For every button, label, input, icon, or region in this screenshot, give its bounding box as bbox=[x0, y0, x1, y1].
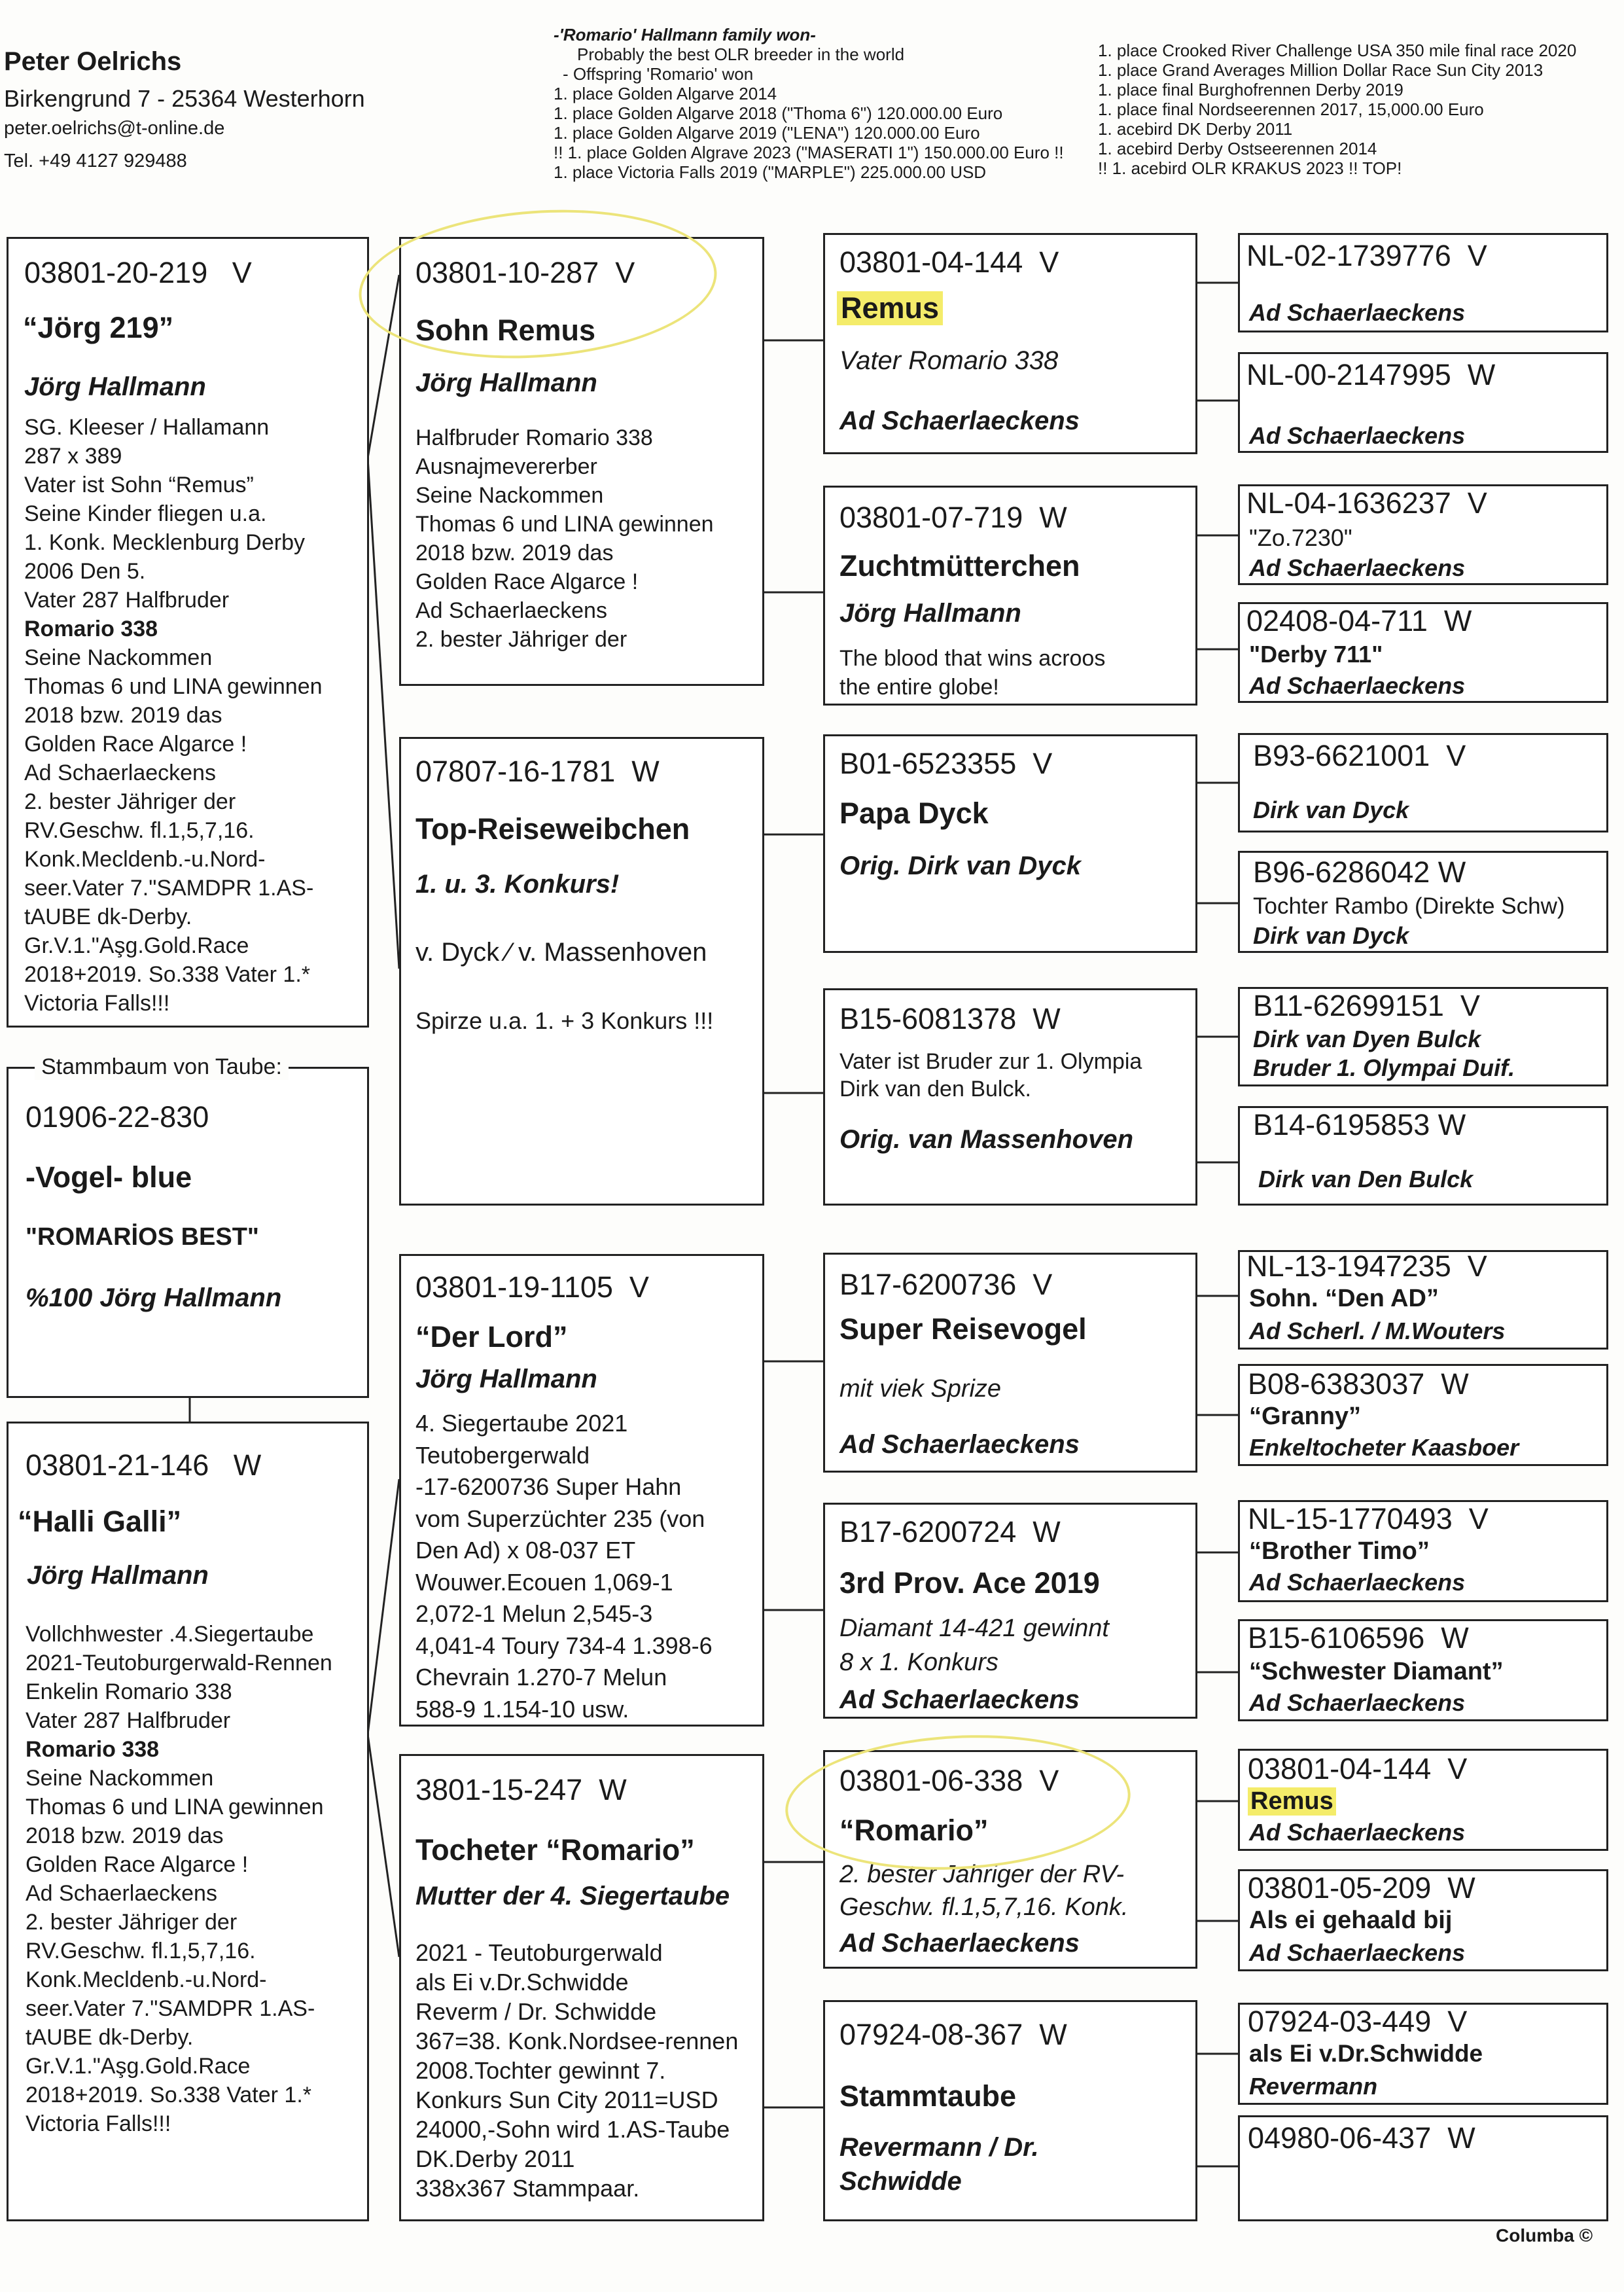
note-line: 2,072-1 Melun 2,545-3 bbox=[415, 1600, 653, 1627]
ancestor-line: Bruder 1. Olympai Duif. bbox=[1253, 1054, 1515, 1081]
mother-name: “Halli Galli” bbox=[18, 1505, 182, 1538]
pigeon-line: Vater Romario 338 bbox=[839, 346, 1059, 375]
pigeon-name: Zuchtmütterchen bbox=[839, 549, 1080, 582]
ancestor-line: Ad Scherl. / M.Wouters bbox=[1249, 1317, 1506, 1344]
notes bbox=[415, 423, 714, 654]
note-line: 2. bester Jähriger der bbox=[415, 627, 627, 652]
ancestor-card[interactable] bbox=[1238, 851, 1608, 953]
ancestor-card[interactable] bbox=[1238, 484, 1608, 585]
ancestor-line: "Zo.7230" bbox=[1249, 524, 1352, 551]
note-line: Gr.V.1."Aşg.Gold.Race bbox=[24, 933, 249, 958]
note-line: Seine Kinder fliegen u.a. bbox=[24, 501, 267, 526]
ring-number: B17-6200724 W bbox=[839, 1515, 1061, 1549]
ancestor-line: Dirk van Dyck bbox=[1253, 797, 1409, 823]
ring-number: B08-6383037 W bbox=[1248, 1367, 1469, 1401]
note-line: vom Superzüchter 235 (von bbox=[415, 1505, 705, 1532]
note-line: 2018+2019. So.338 Vater 1.* bbox=[26, 2083, 312, 2107]
father-name: “Jörg 219” bbox=[23, 311, 174, 344]
great-grandparent-card[interactable] bbox=[823, 486, 1197, 706]
note-line: Enkelin Romario 338 bbox=[26, 1679, 232, 1704]
pigeon-line: mit viek Sprize bbox=[839, 1375, 1002, 1403]
header-line: - Offspring 'Romario' won bbox=[563, 64, 754, 84]
note-line: Golden Race Algarce ! bbox=[26, 1852, 249, 1877]
header-line: 1. place Golden Algarve 2019 ("LENA") 120.000.00 Euro bbox=[554, 123, 980, 143]
note-line: Gr.V.1."Aşg.Gold.Race bbox=[26, 2054, 251, 2079]
ancestor-card[interactable] bbox=[1238, 2115, 1608, 2221]
note-line: 4,041-4 Toury 734-4 1.398-6 bbox=[415, 1632, 713, 1659]
note-line: SG. Kleeser / Hallamann bbox=[24, 415, 270, 440]
ancestor-line: Ad Schaerlaeckens bbox=[1249, 299, 1466, 326]
pigeon-line: the entire globe! bbox=[839, 675, 999, 700]
pigeon-line: 2. bester Jahriger der RV- bbox=[839, 1861, 1125, 1888]
ancestor-line: Als ei gehaald bij bbox=[1249, 1907, 1453, 1934]
ring-number: 07924-03-449 V bbox=[1248, 2005, 1468, 2038]
ring-number: 02408-04-711 W bbox=[1246, 604, 1472, 637]
ring-number: 07807-16-1781 W bbox=[415, 755, 660, 788]
ring-number: B96-6286042 W bbox=[1253, 855, 1466, 889]
ring-number: 03801-04-144 V bbox=[839, 245, 1059, 279]
header-line: 1. place Golden Algarve 2018 ("Thoma 6") 120.000.00 Euro bbox=[554, 103, 1003, 123]
mother-notes bbox=[26, 1620, 332, 2138]
note-line: 2018 bzw. 2019 das bbox=[26, 1823, 224, 1848]
header-line: Probably the best OLR breeder in the world bbox=[577, 45, 905, 64]
subject-ring: 01906-22-830 bbox=[26, 1100, 209, 1134]
father-card[interactable] bbox=[7, 237, 369, 1028]
note-line: tAUBE dk-Derby. bbox=[26, 2025, 194, 2050]
note-line: Chevrain 1.270-7 Melun bbox=[415, 1664, 667, 1691]
ring-number: NL-00-2147995 W bbox=[1246, 358, 1496, 391]
note-line: Golden Race Algarce ! bbox=[24, 732, 247, 757]
note-line: 1. Konk. Mecklenburg Derby bbox=[24, 530, 305, 555]
ring-number: NL-13-1947235 V bbox=[1246, 1249, 1487, 1283]
ancestor-line: Ad Schaerlaeckens bbox=[1249, 1689, 1466, 1716]
pigeon-line: 8 x 1. Konkurs bbox=[839, 1649, 998, 1676]
header-line: !! 1. place Golden Algrave 2023 ("MASERATI 1") 150.000.00 Euro !! bbox=[554, 143, 1064, 162]
ring-number: 03801-07-719 W bbox=[839, 501, 1067, 534]
ancestor-card[interactable] bbox=[1238, 1364, 1608, 1466]
ancestor-card[interactable] bbox=[1238, 352, 1608, 453]
ancestor-card[interactable] bbox=[1238, 1619, 1608, 1721]
ring-number: 04980-06-437 W bbox=[1248, 2121, 1475, 2155]
pigeon-line: Spirze u.a. 1. + 3 Konkurs !!! bbox=[415, 1007, 714, 1034]
note-line: 2021-Teutoburgerwald-Rennen bbox=[26, 1651, 332, 1675]
note-line: Konk.Mecldenb.-u.Nord- bbox=[26, 1967, 267, 1992]
note-line: 367=38. Konk.Nordsee-rennen bbox=[415, 2028, 739, 2054]
pigeon-name: Remus bbox=[837, 291, 943, 325]
header-line: 1. place Victoria Falls 2019 ("MARPLE") 225.000.00 USD bbox=[554, 162, 987, 182]
ring-number: B15-6106596 W bbox=[1248, 1621, 1469, 1655]
ring-number: B01-6523355 V bbox=[839, 747, 1053, 780]
note-line: Romario 338 bbox=[24, 617, 158, 641]
ancestor-card[interactable] bbox=[1238, 1869, 1608, 1971]
pigeon-subtitle: Mutter der 4. Siegertaube bbox=[415, 1882, 730, 1910]
footer-brand: Columba © bbox=[1496, 2225, 1593, 2246]
owner-email: peter.oelrichs@t-online.de bbox=[4, 118, 225, 139]
grandparent-card[interactable] bbox=[399, 737, 764, 1206]
subject-origin: %100 Jörg Hallmann bbox=[26, 1283, 282, 1312]
note-line: Seine Nackommen bbox=[415, 483, 604, 508]
ancestor-line: Enkeltocheter Kaasboer bbox=[1249, 1434, 1519, 1461]
note-line: Seine Nackommen bbox=[24, 645, 213, 670]
note-line: Victoria Falls!!! bbox=[26, 2111, 171, 2136]
note-line: Halfbruder Romario 338 bbox=[415, 425, 653, 450]
ancestor-line: Remus bbox=[1248, 1787, 1336, 1816]
ancestor-line: Dirk van Den Bulck bbox=[1258, 1166, 1474, 1192]
father-ring: 03801-20-219 V bbox=[24, 256, 252, 289]
pigeon-line: The blood that wins acroos bbox=[839, 646, 1106, 671]
pigeon-line: Orig. Dirk van Dyck bbox=[839, 851, 1082, 880]
notes bbox=[415, 1938, 738, 2203]
ring-number: B93-6621001 V bbox=[1253, 739, 1466, 772]
pigeon-name: Top-Reiseweibchen bbox=[415, 812, 690, 846]
header-line: 1. place final Nordseerennen 2017, 15,000.00 Euro bbox=[1098, 99, 1484, 119]
ring-number: 3801-15-247 W bbox=[415, 1773, 627, 1806]
ancestor-line: Ad Schaerlaeckens bbox=[1249, 1819, 1466, 1846]
note-line: -17-6200736 Super Hahn bbox=[415, 1473, 682, 1500]
pigeon-line: Vater ist Bruder zur 1. Olympia bbox=[839, 1049, 1142, 1074]
note-line: 2. bester Jähriger der bbox=[26, 1910, 238, 1935]
father-breeder: Jörg Hallmann bbox=[24, 372, 206, 401]
mother-card[interactable] bbox=[7, 1422, 369, 2221]
note-line: tAUBE dk-Derby. bbox=[24, 904, 192, 929]
note-line: Vollchhwester .4.Siegertaube bbox=[26, 1622, 314, 1647]
note-line: RV.Geschw. fl.1,5,7,16. bbox=[26, 1939, 256, 1963]
grandparent-card[interactable] bbox=[399, 1754, 764, 2221]
note-line: Thomas 6 und LINA gewinnen bbox=[24, 674, 323, 699]
mother-breeder: Jörg Hallmann bbox=[27, 1561, 209, 1590]
subject-caption: Stammbaum von Taube: bbox=[35, 1054, 289, 1080]
grandparent-card[interactable] bbox=[399, 1254, 764, 1727]
note-line: 338x367 Stammpaar. bbox=[415, 2175, 640, 2202]
pigeon-line: Geschw. fl.1,5,7,16. Konk. bbox=[839, 1893, 1129, 1921]
ancestor-card[interactable] bbox=[1238, 1749, 1608, 1851]
ring-number: B11-62699151 V bbox=[1253, 989, 1480, 1022]
note-line: Ad Schaerlaeckens bbox=[24, 761, 216, 785]
note-line: 2018+2019. So.338 Vater 1.* bbox=[24, 962, 311, 987]
ancestor-line: “Brother Timo” bbox=[1249, 1537, 1430, 1565]
header-line: 1. acebird DK Derby 2011 bbox=[1098, 119, 1293, 139]
note-line: 287 x 389 bbox=[24, 444, 122, 469]
note-line: Reverm / Dr. Schwidde bbox=[415, 1998, 657, 2025]
pigeon-line: Diamant 14-421 gewinnt bbox=[839, 1615, 1109, 1642]
ancestor-line: Ad Schaerlaeckens bbox=[1249, 1939, 1466, 1966]
ancestor-line: Ad Schaerlaeckens bbox=[1249, 422, 1466, 449]
owner-name: Peter Oelrichs bbox=[4, 47, 182, 76]
note-line: 2006 Den 5. bbox=[24, 559, 146, 584]
note-line: Thomas 6 und LINA gewinnen bbox=[26, 1795, 324, 1819]
breeder: Jörg Hallmann bbox=[415, 368, 597, 397]
note-line: 2018 bzw. 2019 das bbox=[24, 703, 222, 728]
note-line: 24000,-Sohn wird 1.AS-Taube bbox=[415, 2116, 730, 2143]
ancestor-line: "Derby 711" bbox=[1249, 641, 1383, 668]
header-line: 1. place Grand Averages Million Dollar Race Sun City 2013 bbox=[1098, 60, 1544, 80]
pigeon-line: Ad Schaerlaeckens bbox=[839, 1430, 1080, 1459]
pigeon-line: Dirk van den Bulck. bbox=[839, 1077, 1031, 1101]
ancestor-line: Sohn. “Den AD” bbox=[1249, 1285, 1439, 1312]
pigeon-line: Jörg Hallmann bbox=[839, 599, 1021, 628]
note-line: als Ei v.Dr.Schwidde bbox=[415, 1969, 629, 1996]
subject-name: -Vogel- blue bbox=[26, 1160, 192, 1194]
ancestor-line: Ad Schaerlaeckens bbox=[1249, 554, 1466, 581]
note-line: Victoria Falls!!! bbox=[24, 991, 170, 1016]
ancestor-line: Ad Schaerlaeckens bbox=[1249, 672, 1466, 699]
great-grandparent-card[interactable] bbox=[823, 1253, 1197, 1473]
pigeon-name: Tocheter “Romario” bbox=[415, 1833, 695, 1867]
ancestor-card[interactable] bbox=[1238, 602, 1608, 703]
note-line: Golden Race Algarce ! bbox=[415, 569, 639, 594]
ancestor-card[interactable] bbox=[1238, 233, 1608, 332]
note-line: Vater 287 Halfbruder bbox=[26, 1708, 231, 1733]
ring-number: 03801-05-209 W bbox=[1248, 1871, 1475, 1905]
pigeon-name: “Der Lord” bbox=[415, 1320, 568, 1353]
note-line: seer.Vater 7."SAMDPR 1.AS- bbox=[26, 1996, 315, 2021]
owner-phone: Tel. +49 4127 929488 bbox=[4, 151, 187, 171]
note-line: 4. Siegertaube 2021 bbox=[415, 1410, 628, 1437]
owner-address: Birkengrund 7 - 25364 Westerhorn bbox=[4, 85, 365, 112]
pigeon-line: Schwidde bbox=[839, 2167, 962, 2196]
ancestor-card[interactable] bbox=[1238, 987, 1608, 1086]
note-line: Seine Nackommen bbox=[26, 1766, 214, 1791]
great-grandparent-card[interactable] bbox=[823, 233, 1197, 454]
mother-ring: 03801-21-146 W bbox=[26, 1448, 262, 1482]
ancestor-line: Revermann bbox=[1249, 2073, 1378, 2100]
note-line: 2. bester Jähriger der bbox=[24, 789, 236, 814]
ring-number: 03801-19-1105 V bbox=[415, 1270, 649, 1304]
pigeon-line: Revermann / Dr. bbox=[839, 2133, 1039, 2162]
pigeon-name: “Romario” bbox=[839, 1814, 989, 1847]
note-line: Wouwer.Ecouen 1,069-1 bbox=[415, 1568, 673, 1596]
note-line: Konkurs Sun City 2011=USD bbox=[415, 2086, 718, 2113]
ancestor-card[interactable] bbox=[1238, 1500, 1608, 1602]
note-line: Teutobergerwald bbox=[415, 1441, 590, 1469]
ancestor-card[interactable] bbox=[1238, 2003, 1608, 2105]
subject-tag: "ROMARİOS BEST" bbox=[26, 1223, 259, 1251]
header-line: 1. place Crooked River Challenge USA 350 mile final race 2020 bbox=[1098, 41, 1577, 60]
header-line: -'Romario' Hallmann family won- bbox=[554, 25, 816, 45]
header-line: 1. place final Burghofrennen Derby 2019 bbox=[1098, 80, 1403, 99]
note-line: Ad Schaerlaeckens bbox=[415, 598, 607, 623]
note-line: 2018 bzw. 2019 das bbox=[415, 541, 614, 565]
note-line: Ausnajmevererber bbox=[415, 454, 597, 479]
note-line: 2008.Tochter gewinnt 7. bbox=[415, 2057, 666, 2084]
note-line: RV.Geschw. fl.1,5,7,16. bbox=[24, 818, 255, 843]
pigeon-name: Sohn Remus bbox=[415, 313, 596, 347]
header-line: !! 1. acebird OLR KRAKUS 2023 !! TOP! bbox=[1098, 158, 1402, 178]
header-line: 1. acebird Derby Ostseerennen 2014 bbox=[1098, 139, 1377, 158]
ring-number: B14-6195853 W bbox=[1253, 1108, 1466, 1141]
header-line: 1. place Golden Algarve 2014 bbox=[554, 84, 777, 103]
ancestor-line: Tochter Rambo (Direkte Schw) bbox=[1253, 893, 1565, 919]
great-grandparent-card[interactable] bbox=[823, 1503, 1197, 1719]
pigeon-name: Stammtaube bbox=[839, 2079, 1017, 2113]
ring-number: 03801-04-144 V bbox=[1248, 1752, 1468, 1785]
notes bbox=[415, 1408, 713, 1725]
breeder: Jörg Hallmann bbox=[415, 1365, 597, 1393]
pigeon-line: Ad Schaerlaeckens bbox=[839, 1685, 1080, 1714]
ancestor-line: Dirk van Dyen Bulck bbox=[1253, 1026, 1481, 1052]
ancestor-line: “Schwester Diamant” bbox=[1249, 1658, 1504, 1685]
great-grandparent-card[interactable] bbox=[823, 734, 1197, 953]
ring-number: 03801-06-338 V bbox=[839, 1764, 1059, 1797]
ring-number: 07924-08-367 W bbox=[839, 2018, 1067, 2051]
pigeon-line: v. Dyck ∕ v. Massenhoven bbox=[415, 938, 707, 967]
pigeon-line: Ad Schaerlaeckens bbox=[839, 406, 1080, 435]
note-line: DK.Derby 2011 bbox=[415, 2145, 575, 2172]
ring-number: B17-6200736 V bbox=[839, 1268, 1053, 1301]
note-line: Romario 338 bbox=[26, 1737, 160, 1762]
ancestor-line: Dirk van Dyck bbox=[1253, 922, 1409, 949]
note-line: 2021 - Teutoburgerwald bbox=[415, 1939, 663, 1966]
note-line: Vater ist Sohn “Remus” bbox=[24, 473, 254, 497]
ancestor-card[interactable] bbox=[1238, 1106, 1608, 1206]
pigeon-name: Papa Dyck bbox=[839, 797, 989, 830]
ring-number: 03801-10-287 V bbox=[415, 256, 635, 289]
ancestor-card[interactable] bbox=[1238, 733, 1608, 833]
pigeon-line: Ad Schaerlaeckens bbox=[839, 1929, 1080, 1958]
ring-number: NL-04-1636237 V bbox=[1246, 486, 1487, 520]
note-line: Konk.Mecldenb.-u.Nord- bbox=[24, 847, 266, 872]
great-grandparent-card[interactable] bbox=[823, 2000, 1197, 2221]
note-line: Vater 287 Halfbruder bbox=[24, 588, 230, 613]
ancestor-line: Ad Schaerlaeckens bbox=[1249, 1569, 1466, 1596]
ancestor-line: “Granny” bbox=[1249, 1403, 1362, 1430]
ancestor-line: als Ei v.Dr.Schwidde bbox=[1249, 2040, 1483, 2067]
ring-number: NL-15-1770493 V bbox=[1248, 1502, 1489, 1535]
subject-card[interactable] bbox=[7, 1054, 369, 1398]
ancestor-card[interactable] bbox=[1238, 1250, 1608, 1350]
note-line: Den Ad) x 08-037 ET bbox=[415, 1537, 636, 1564]
father-notes bbox=[24, 413, 323, 1018]
pigeon-name: Super Reisevogel bbox=[839, 1312, 1087, 1346]
note-line: Ad Schaerlaeckens bbox=[26, 1881, 217, 1906]
pigeon-line: Orig. van Massenhoven bbox=[839, 1125, 1134, 1154]
note-line: seer.Vater 7."SAMDPR 1.AS- bbox=[24, 876, 314, 901]
note-line: 588-9 1.154-10 usw. bbox=[415, 1695, 629, 1723]
ring-number: B15-6081378 W bbox=[839, 1002, 1061, 1035]
note-line: Thomas 6 und LINA gewinnen bbox=[415, 512, 714, 537]
ring-number: NL-02-1739776 V bbox=[1246, 239, 1487, 272]
pigeon-name: 3rd Prov. Ace 2019 bbox=[839, 1566, 1100, 1600]
pigeon-subtitle: 1. u. 3. Konkurs! bbox=[415, 870, 620, 899]
great-grandparent-card[interactable] bbox=[823, 988, 1197, 1206]
